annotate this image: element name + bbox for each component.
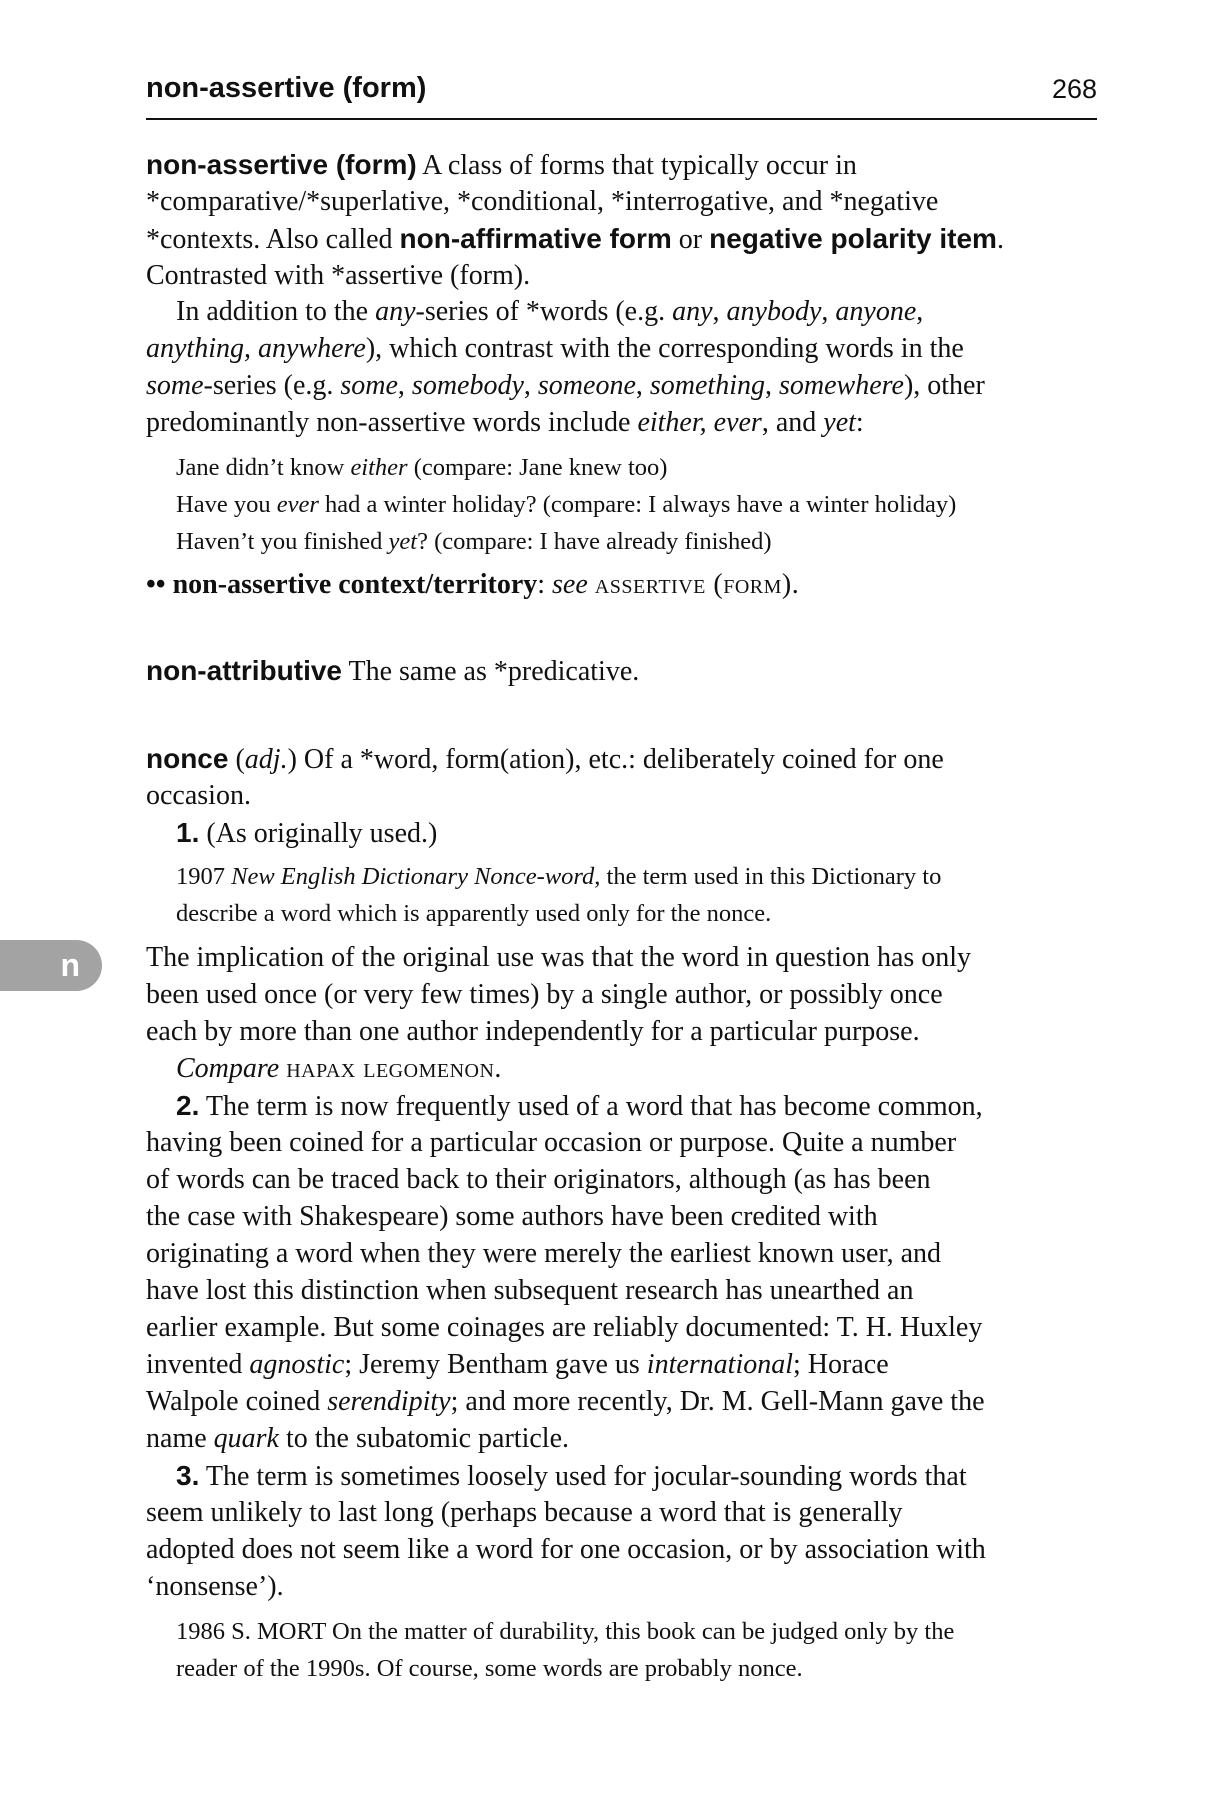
text-run: adopted does not seem like a word for one occasion, or by association with xyxy=(146,1534,986,1565)
text-run: , xyxy=(916,296,924,327)
italic-text: quark xyxy=(213,1423,279,1454)
nonce-sense-2 xyxy=(146,1087,1097,1457)
text-run: predominantly non-assertive words include xyxy=(146,407,638,438)
text-run: -series (e.g. xyxy=(203,370,341,401)
text-run: , and xyxy=(761,407,824,438)
text-run: having been coined for a particular occasion or purpose. Quite a number xyxy=(146,1127,957,1158)
text-line xyxy=(146,220,1097,257)
italic-text: yet xyxy=(823,407,856,438)
text-run xyxy=(588,569,595,600)
headword: nonce xyxy=(146,743,229,774)
text-run: had a winter holiday? (compare: I always have a winter holiday) xyxy=(318,491,957,518)
text-run: occasion. xyxy=(146,780,251,811)
text-run: (As originally used.) xyxy=(199,818,438,849)
italic-text: ever xyxy=(276,491,319,518)
text-line xyxy=(146,1161,1097,1198)
text-line xyxy=(146,1420,1097,1457)
quotation-1986 xyxy=(146,1613,1097,1687)
text-run: The implication of the original use was that the word in question has only xyxy=(146,942,972,973)
text-run: (compare: Jane knew too) xyxy=(407,454,668,481)
headword: 2. xyxy=(176,1090,200,1121)
text-run: to the subatomic particle. xyxy=(278,1423,569,1454)
text-run: Jane didn’t know xyxy=(176,454,351,481)
text-line xyxy=(146,814,1097,851)
text-run: 1986 S. MORT On the matter of durability, this book can be judged only by the xyxy=(176,1618,955,1645)
text-run: describe a word which is apparently used only for the nonce. xyxy=(176,900,772,927)
text-line xyxy=(146,1457,1097,1494)
text-run: *contexts. Also called xyxy=(146,224,400,255)
headword: non-affirmative form xyxy=(399,223,672,254)
text-run: each by more than one author independently for a particular purpose. xyxy=(146,1016,920,1047)
text-line xyxy=(146,1013,1097,1050)
text-run: . xyxy=(494,1053,502,1084)
italic-text: adj. xyxy=(244,744,288,775)
thumb-index-tab: n xyxy=(0,940,102,991)
headword: non-assertive (form) xyxy=(146,149,417,180)
italic-text: anyone xyxy=(835,296,917,327)
italic-text: somebody xyxy=(411,370,524,401)
text-run: ) Of a *word, form(ation), etc.: deliberately coined for one xyxy=(287,744,944,775)
headword: 1. xyxy=(176,817,200,848)
italic-text: New English Dictionary Nonce-word xyxy=(231,863,595,890)
small-caps-reference: assertive (form) xyxy=(594,569,792,600)
italic-text: anybody xyxy=(726,296,822,327)
italic-text: yet xyxy=(388,528,418,555)
text-run: The term is now frequently used of a word that has become common, xyxy=(199,1091,983,1122)
text-run: Walpole coined xyxy=(146,1386,328,1417)
text-line xyxy=(146,1198,1097,1235)
italic-text: Compare xyxy=(176,1053,280,1084)
text-line xyxy=(146,1309,1097,1346)
nonce-sense-1 xyxy=(146,814,1097,851)
nonce-sense-1-paragraph xyxy=(146,939,1097,1050)
text-run: ; and more recently, Dr. M. Gell-Mann gave the xyxy=(450,1386,985,1417)
text-run: ), other xyxy=(903,370,985,401)
text-run: , xyxy=(397,370,412,401)
text-line xyxy=(146,449,1097,486)
text-run: ? (compare: I have already finished) xyxy=(417,528,772,555)
text-line xyxy=(146,367,1097,404)
text-run: •• non-assertive context/territory xyxy=(146,569,538,600)
header-rule xyxy=(146,118,1097,120)
text-line xyxy=(146,293,1097,330)
italic-text: either xyxy=(350,454,408,481)
text-run: the case with Shakespeare) some authors have been credited with xyxy=(146,1201,878,1232)
text-line xyxy=(146,257,1097,294)
text-run: . xyxy=(996,224,1004,255)
page-number: 268 xyxy=(1051,74,1097,104)
text-run: , xyxy=(821,296,836,327)
text-line xyxy=(146,404,1097,441)
text-line xyxy=(146,1531,1097,1568)
text-run: , xyxy=(712,296,727,327)
text-run: A class of forms that typically occur in xyxy=(416,150,857,181)
text-line xyxy=(146,939,1097,976)
text-line xyxy=(146,777,1097,814)
text-line xyxy=(146,1050,1097,1087)
text-run: , xyxy=(635,370,650,401)
text-line xyxy=(146,523,1097,560)
text-line xyxy=(146,1494,1097,1531)
entry-nonce-definition xyxy=(146,740,1097,814)
italic-text: see xyxy=(552,569,588,600)
text-run: In addition to the xyxy=(176,296,376,327)
text-run: ‘nonsense’). xyxy=(146,1571,284,1602)
text-run: ), which contrast with the corresponding words in the xyxy=(365,333,964,364)
text-line xyxy=(146,146,1097,183)
headword: negative polarity item xyxy=(709,223,997,254)
text-run: or xyxy=(671,224,710,255)
italic-text: something xyxy=(649,370,765,401)
text-run: ; Horace xyxy=(793,1349,889,1380)
text-run: name xyxy=(146,1423,214,1454)
text-line xyxy=(146,183,1097,220)
text-run: seem unlikely to last long (perhaps because a word that is generally xyxy=(146,1497,903,1528)
text-run: of words can be traced back to their originators, although (as has been xyxy=(146,1164,931,1195)
text-run: , xyxy=(523,370,538,401)
text-line xyxy=(146,330,1097,367)
italic-text: agnostic xyxy=(249,1349,345,1380)
text-run: reader of the 1990s. Of course, some words are probably nonce. xyxy=(176,1655,803,1682)
text-run: : xyxy=(855,407,864,438)
text-run: invented xyxy=(146,1349,250,1380)
example-sentences xyxy=(146,449,1097,560)
entry-non-assertive-paragraph xyxy=(146,293,1097,441)
text-run: -series of *words (e.g. xyxy=(415,296,673,327)
running-head: non-assertive (form) xyxy=(146,72,427,104)
text-run: , xyxy=(765,370,779,401)
italic-text: somewhere xyxy=(779,370,904,401)
quotation-1907 xyxy=(146,858,1097,932)
text-run: *comparative/*superlative, *conditional, *interrogative, and *negative xyxy=(146,186,939,217)
text-run: The term is sometimes loosely used for jocular-sounding words that xyxy=(199,1461,967,1492)
text-run: Have you xyxy=(176,491,277,518)
text-line xyxy=(146,1272,1097,1309)
text-run: : xyxy=(537,569,553,600)
nonce-sense-3 xyxy=(146,1457,1097,1605)
text-run: ; Jeremy Bentham gave us xyxy=(344,1349,647,1380)
italic-text: either, ever xyxy=(637,407,762,438)
cross-reference-bullet xyxy=(146,566,1097,603)
text-line xyxy=(146,1346,1097,1383)
text-run: , the term used in this Dictionary to xyxy=(594,863,942,890)
italic-text: serendipity xyxy=(327,1386,451,1417)
text-line xyxy=(146,1613,1097,1650)
text-line xyxy=(146,1568,1097,1605)
italic-text: some xyxy=(146,370,204,401)
headword: 3. xyxy=(176,1460,200,1491)
text-run: earlier example. But some coinages are reliably documented: T. H. Huxley xyxy=(146,1312,983,1343)
text-line xyxy=(146,858,1097,895)
text-line xyxy=(146,1124,1097,1161)
headword: non-attributive xyxy=(146,655,342,686)
small-caps-reference: hapax legomenon xyxy=(286,1053,495,1084)
italic-text: anything, anywhere xyxy=(146,333,366,364)
text-run: 1907 xyxy=(176,863,232,890)
text-run: The same as *predicative. xyxy=(342,656,640,687)
text-line xyxy=(146,1383,1097,1420)
text-run: . xyxy=(791,569,799,600)
text-line xyxy=(146,1087,1097,1124)
text-run: have lost this distinction when subsequent research has unearthed an xyxy=(146,1275,914,1306)
text-line xyxy=(146,486,1097,523)
text-run: originating a word when they were merely the earliest known user, and xyxy=(146,1238,942,1269)
italic-text: international xyxy=(646,1349,794,1380)
italic-text: someone xyxy=(537,370,636,401)
text-line xyxy=(146,566,1097,603)
compare-reference xyxy=(146,1050,1097,1087)
text-line xyxy=(146,895,1097,932)
text-line xyxy=(146,1235,1097,1272)
text-line xyxy=(146,740,1097,777)
italic-text: some xyxy=(340,370,398,401)
text-run: ( xyxy=(228,744,245,775)
text-line xyxy=(146,652,1097,689)
text-line xyxy=(146,1650,1097,1687)
entry-non-assertive-definition xyxy=(146,146,1097,294)
text-line xyxy=(146,976,1097,1013)
italic-text: any xyxy=(672,296,713,327)
text-run: Haven’t you finished xyxy=(176,528,389,555)
text-run: been used once (or very few times) by a single author, or possibly once xyxy=(146,979,943,1010)
italic-text: any xyxy=(375,296,416,327)
text-run: Contrasted with *assertive (form). xyxy=(146,260,531,291)
entry-non-attributive xyxy=(146,652,1097,689)
